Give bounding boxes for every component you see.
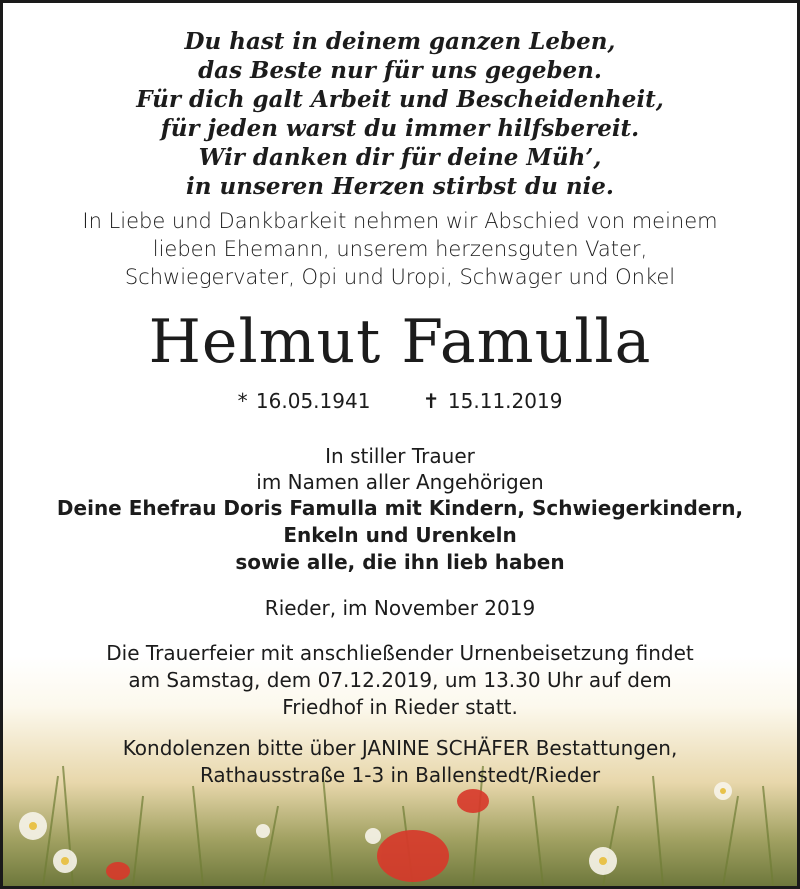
poem-line: für jeden warst du immer hilfsbereit.: [160, 115, 640, 142]
intro-line: lieben Ehemann, unserem herzensguten Vater,: [152, 237, 648, 261]
intro-line: Schwiegervater, Opi und Uropi, Schwager und Onkel: [124, 265, 676, 289]
ceremony-line: Die Trauerfeier mit anschließender Urnenbeisetzung findet: [106, 641, 694, 665]
poem-line: das Beste nur für uns gegeben.: [198, 57, 602, 84]
family-line: Enkeln und Urenkeln: [283, 523, 517, 547]
memorial-poem: [3, 3, 797, 201]
poem-line: Du hast in deinem ganzen Leben,: [184, 28, 616, 55]
condolence-line: Rathausstraße 1-3 in Ballenstedt/Rieder: [199, 763, 601, 787]
poem-line: in unseren Herzen stirbst du nie.: [186, 173, 614, 200]
deceased-name: Helmut Famulla: [148, 307, 652, 377]
place-and-date: Rieder, im November 2019: [264, 596, 536, 620]
death-date: ✝ 15.11.2019: [422, 389, 563, 413]
life-dates: [3, 389, 797, 413]
mourning-block: [3, 443, 797, 576]
ceremony-line: am Samstag, dem 07.12.2019, um 13.30 Uhr auf dem: [128, 668, 672, 692]
condolence-info: [3, 735, 797, 789]
mourning-line: im Namen aller Angehörigen: [256, 470, 544, 494]
condolence-line: Kondolenzen bitte über JANINE SCHÄFER Bestattungen,: [122, 736, 678, 760]
notice-content: [3, 3, 797, 789]
poem-line: Wir danken dir für deine Müh’,: [198, 144, 602, 171]
poem-line: Für dich galt Arbeit und Bescheidenheit,: [136, 86, 664, 113]
mourning-line: In stiller Trauer: [325, 444, 475, 468]
family-line: sowie alle, die ihn lieb haben: [235, 550, 565, 574]
funeral-ceremony-info: [3, 640, 797, 721]
intro-line: In Liebe und Dankbarkeit nehmen wir Abschied von meinem: [82, 209, 718, 233]
birth-date: * 16.05.1941: [237, 389, 371, 413]
farewell-intro: [3, 207, 797, 291]
ceremony-line: Friedhof in Rieder statt.: [282, 695, 518, 719]
family-line: Deine Ehefrau Doris Famulla mit Kindern, Schwiegerkindern,: [56, 496, 744, 520]
